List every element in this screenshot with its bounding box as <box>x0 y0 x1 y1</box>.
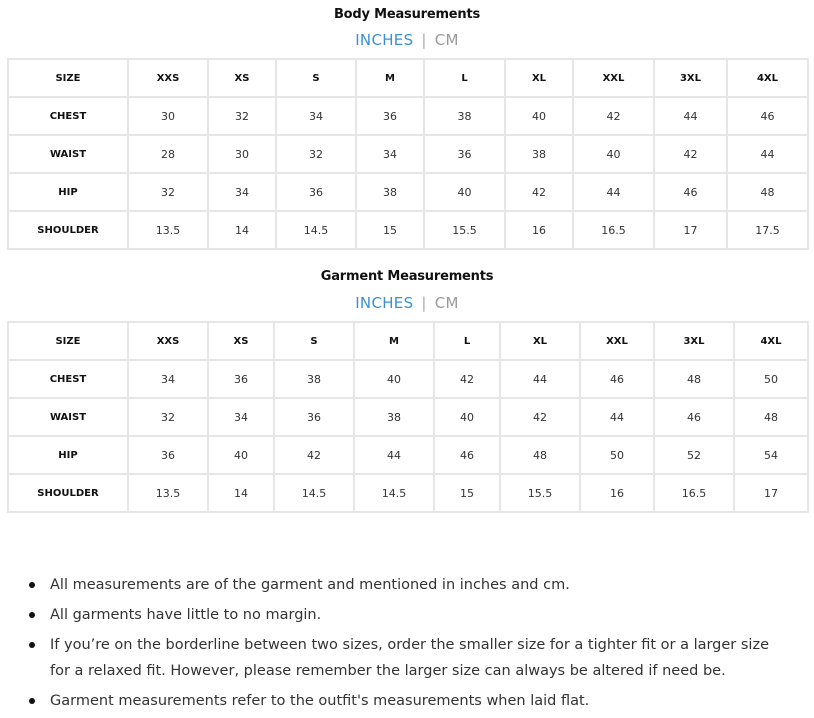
value-cell: 14 <box>208 474 274 512</box>
value-cell: 50 <box>580 436 654 474</box>
header-cell: 3XL <box>654 322 734 360</box>
body-unit-toggle <box>0 31 814 49</box>
garment-unit-cm[interactable]: CM <box>434 294 459 312</box>
value-cell: 36 <box>424 135 505 173</box>
value-cell: 14.5 <box>274 474 354 512</box>
value-cell: 46 <box>434 436 500 474</box>
row-label: CHEST <box>8 97 128 135</box>
value-cell: 48 <box>734 398 808 436</box>
value-cell: 13.5 <box>128 211 208 249</box>
value-cell: 34 <box>276 97 356 135</box>
garment-measurements-title: Garment Measurements <box>320 269 494 284</box>
value-cell: 48 <box>654 360 734 398</box>
value-cell: 46 <box>654 173 727 211</box>
value-cell: 15 <box>434 474 500 512</box>
value-cell: 38 <box>505 135 573 173</box>
value-cell: 38 <box>354 398 434 436</box>
value-cell: 28 <box>128 135 208 173</box>
row-label: WAIST <box>8 398 128 436</box>
header-cell: XL <box>505 59 573 97</box>
value-cell: 40 <box>354 360 434 398</box>
value-cell: 15.5 <box>424 211 505 249</box>
value-cell: 13.5 <box>128 474 208 512</box>
value-cell: 36 <box>128 436 208 474</box>
value-cell: 44 <box>654 97 727 135</box>
value-cell: 46 <box>654 398 734 436</box>
body-measurements-title: Body Measurements <box>333 7 481 22</box>
table-row <box>8 211 808 249</box>
header-cell: M <box>354 322 434 360</box>
value-cell: 42 <box>500 398 580 436</box>
value-cell: 34 <box>356 135 424 173</box>
value-cell: 32 <box>128 398 208 436</box>
value-cell: 44 <box>500 360 580 398</box>
row-label: HIP <box>8 173 128 211</box>
value-cell: 40 <box>505 97 573 135</box>
garment-measurements-table <box>7 321 809 513</box>
header-cell: XXL <box>580 322 654 360</box>
header-cell: 4XL <box>734 322 808 360</box>
value-cell: 52 <box>654 436 734 474</box>
value-cell: 48 <box>727 173 808 211</box>
row-label: WAIST <box>8 135 128 173</box>
header-cell: SIZE <box>8 59 128 97</box>
value-cell: 42 <box>654 135 727 173</box>
table-row <box>8 436 808 474</box>
value-cell: 30 <box>208 135 276 173</box>
header-cell: XS <box>208 59 276 97</box>
table-header-row <box>8 322 808 360</box>
value-cell: 30 <box>128 97 208 135</box>
value-cell: 40 <box>208 436 274 474</box>
value-cell: 36 <box>356 97 424 135</box>
garment-unit-separator: | <box>421 294 427 312</box>
value-cell: 38 <box>274 360 354 398</box>
value-cell: 42 <box>505 173 573 211</box>
header-cell: XXS <box>128 59 208 97</box>
row-label: CHEST <box>8 360 128 398</box>
header-cell: XL <box>500 322 580 360</box>
value-cell: 42 <box>274 436 354 474</box>
value-cell: 40 <box>434 398 500 436</box>
measurement-notes-list <box>0 572 790 718</box>
value-cell: 34 <box>208 173 276 211</box>
table-row <box>8 97 808 135</box>
value-cell: 14.5 <box>276 211 356 249</box>
header-cell: S <box>274 322 354 360</box>
header-cell: M <box>356 59 424 97</box>
header-cell: L <box>434 322 500 360</box>
list-item: Garment measurements refer to the outfit's measurements when laid flat. <box>50 688 790 714</box>
value-cell: 36 <box>208 360 274 398</box>
value-cell: 32 <box>208 97 276 135</box>
body-unit-separator: | <box>421 31 427 49</box>
header-cell: XS <box>208 322 274 360</box>
body-unit-inches[interactable]: INCHES <box>355 31 414 49</box>
value-cell: 48 <box>500 436 580 474</box>
value-cell: 32 <box>128 173 208 211</box>
row-label: SHOULDER <box>8 474 128 512</box>
value-cell: 34 <box>128 360 208 398</box>
value-cell: 17.5 <box>727 211 808 249</box>
value-cell: 16 <box>505 211 573 249</box>
value-cell: 36 <box>276 173 356 211</box>
value-cell: 38 <box>424 97 505 135</box>
value-cell: 54 <box>734 436 808 474</box>
value-cell: 15.5 <box>500 474 580 512</box>
value-cell: 44 <box>580 398 654 436</box>
value-cell: 38 <box>356 173 424 211</box>
body-unit-cm[interactable]: CM <box>434 31 459 49</box>
value-cell: 34 <box>208 398 274 436</box>
value-cell: 46 <box>727 97 808 135</box>
value-cell: 40 <box>573 135 654 173</box>
value-cell: 50 <box>734 360 808 398</box>
value-cell: 32 <box>276 135 356 173</box>
header-cell: XXS <box>128 322 208 360</box>
value-cell: 16 <box>580 474 654 512</box>
list-item: All measurements are of the garment and mentioned in inches and cm. <box>50 572 790 598</box>
value-cell: 42 <box>434 360 500 398</box>
table-row <box>8 135 808 173</box>
header-cell: L <box>424 59 505 97</box>
header-cell: S <box>276 59 356 97</box>
table-header-row <box>8 59 808 97</box>
row-label: SHOULDER <box>8 211 128 249</box>
list-item: All garments have little to no margin. <box>50 602 790 628</box>
garment-unit-inches[interactable]: INCHES <box>355 294 414 312</box>
value-cell: 44 <box>354 436 434 474</box>
value-cell: 46 <box>580 360 654 398</box>
table-row <box>8 360 808 398</box>
value-cell: 17 <box>654 211 727 249</box>
table-row <box>8 173 808 211</box>
body-measurements-table <box>7 58 809 250</box>
value-cell: 14 <box>208 211 276 249</box>
table-row <box>8 474 808 512</box>
value-cell: 36 <box>274 398 354 436</box>
value-cell: 17 <box>734 474 808 512</box>
header-cell: 4XL <box>727 59 808 97</box>
value-cell: 14.5 <box>354 474 434 512</box>
value-cell: 40 <box>424 173 505 211</box>
table-row <box>8 398 808 436</box>
row-label: HIP <box>8 436 128 474</box>
header-cell: SIZE <box>8 322 128 360</box>
garment-unit-toggle <box>0 294 814 312</box>
value-cell: 15 <box>356 211 424 249</box>
header-cell: XXL <box>573 59 654 97</box>
list-item: If you’re on the borderline between two sizes, order the smaller size for a tighter fit or a larger size for a relaxed fit. However, please remember the larger size can always be altered if need be. <box>50 632 790 684</box>
value-cell: 44 <box>727 135 808 173</box>
value-cell: 16.5 <box>573 211 654 249</box>
value-cell: 16.5 <box>654 474 734 512</box>
header-cell: 3XL <box>654 59 727 97</box>
value-cell: 44 <box>573 173 654 211</box>
value-cell: 42 <box>573 97 654 135</box>
